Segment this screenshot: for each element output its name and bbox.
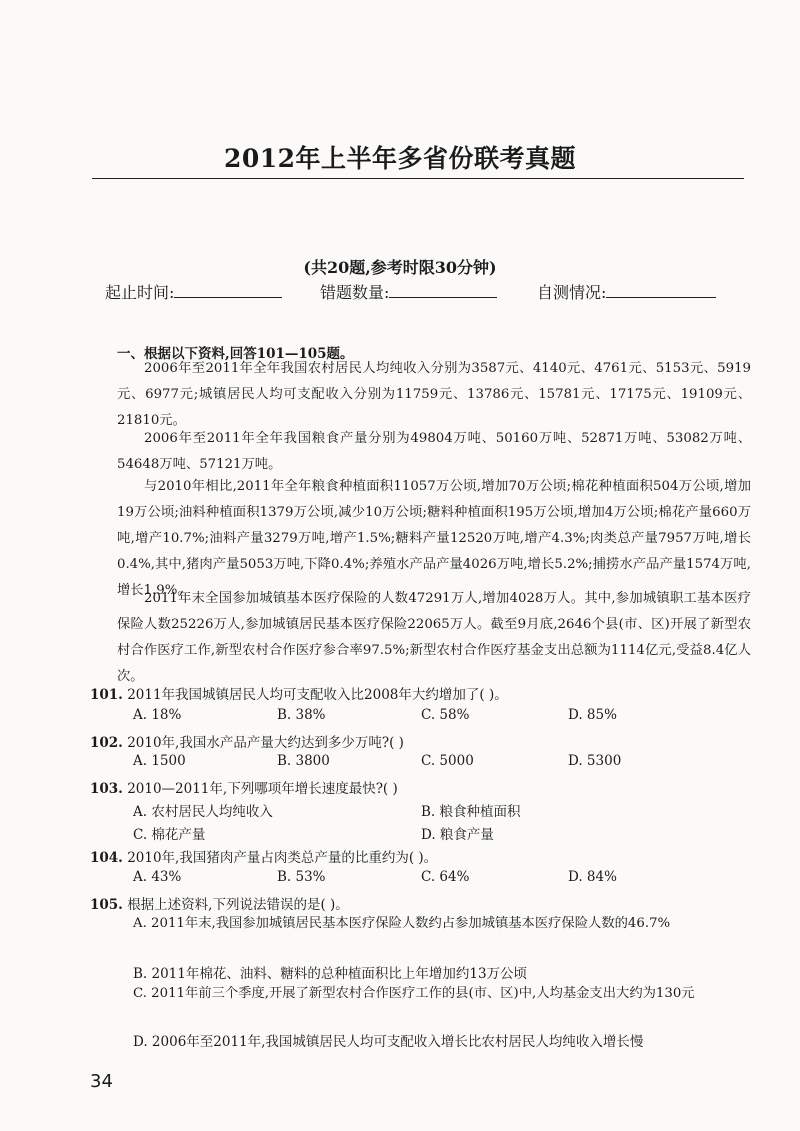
option-104-c[interactable]: C. 64% (421, 869, 470, 885)
option-101-c[interactable]: C. 58% (421, 707, 470, 723)
option-103-a[interactable]: A. 农村居民人均纯收入 (133, 804, 273, 820)
option-101-b[interactable]: B. 38% (277, 707, 326, 723)
option-104-b[interactable]: B. 53% (277, 869, 326, 885)
option-101-a[interactable]: A. 18% (133, 707, 182, 723)
errors-label: 错题数量: (320, 283, 390, 302)
option-105-b[interactable]: B. 2011年棉花、油料、糖料的总种植面积比上年增加约13万公顷 (133, 966, 528, 982)
option-104-a[interactable]: A. 43% (133, 869, 182, 885)
paragraph-grain: 2006年至2011年全年我国粮食产量分别为49804万吨、50160万吨、52871万吨、53082万吨、54648万吨、57121万吨。 (117, 431, 751, 472)
option-104-d[interactable]: D. 84% (568, 869, 617, 885)
question-number: 101. (90, 687, 123, 703)
title-rule (92, 178, 744, 179)
question-stem: 2010年,我国水产品产量大约达到多少万吨?( ) (127, 735, 404, 751)
option-101-d[interactable]: D. 85% (568, 707, 617, 723)
self-test-label: 自测情况: (537, 283, 607, 302)
start-time-label: 起止时间: (105, 283, 175, 302)
self-test-field[interactable] (537, 280, 716, 303)
option-103-d[interactable]: D. 粮食产量 (421, 827, 494, 843)
question-stem: 2010—2011年,下列哪项年增长速度最快?( ) (127, 781, 398, 797)
self-test-blank[interactable] (606, 283, 716, 298)
errors-blank[interactable] (389, 283, 497, 298)
option-102-d[interactable]: D. 5300 (568, 753, 622, 769)
option-103-b[interactable]: B. 粮食种植面积 (421, 804, 521, 820)
option-102-b[interactable]: B. 3800 (277, 753, 330, 769)
question-102 (90, 731, 404, 751)
option-105-c[interactable]: C. 2011年前三个季度,开展了新型农村合作医疗工作的县(市、区)中,人均基金支出大约为130元 (133, 986, 695, 1001)
question-number: 103. (90, 781, 123, 797)
question-number: 105. (90, 897, 123, 913)
start-time-field[interactable] (105, 280, 282, 303)
errors-field[interactable] (320, 280, 497, 303)
option-102-c[interactable]: C. 5000 (421, 753, 474, 769)
question-number: 104. (90, 850, 123, 866)
page-subtitle: (共20题,参考时限30分钟) (303, 258, 497, 277)
section-heading: 一、根据以下资料,回答101—105题。 (117, 346, 354, 362)
stats-row (105, 280, 745, 304)
option-102-a[interactable]: A. 1500 (133, 753, 186, 769)
option-105-a[interactable]: A. 2011年末,我国参加城镇居民基本医疗保险人数约占参加城镇基本医疗保险人数的46.7% (133, 916, 671, 931)
question-105 (90, 893, 349, 913)
option-105-d[interactable]: D. 2006年至2011年,我国城镇居民人均可支配收入增长比农村居民人均纯收入增长慢 (133, 1034, 644, 1050)
question-103 (90, 777, 398, 797)
start-time-blank[interactable] (174, 283, 282, 298)
question-101 (90, 683, 508, 703)
page-title: 2012年上半年多省份联考真题 (223, 144, 577, 173)
question-104 (90, 846, 437, 866)
question-stem: 根据上述资料,下列说法错误的是( )。 (127, 897, 349, 913)
question-stem: 2011年我国城镇居民人均可支配收入比2008年大约增加了( )。 (127, 687, 508, 703)
page-number: 34 (90, 1071, 113, 1092)
question-number: 102. (90, 735, 123, 751)
paragraph-medical: 2011年末全国参加城镇基本医疗保险的人数47291万人,增加4028万人。其中,参加城镇职工基本医疗保险人数25226万人,参加城镇居民基本医疗保险22065万人。截至9月底,2646个县(市、区)开展了新型农村合作医疗工作,新型农村合作医疗参合率97.5%;新型农村合作医疗基金支出总额为1114亿元,受益8.4亿人次。 (117, 591, 751, 684)
paragraph-income: 2006年至2011年全年我国农村居民人均纯收入分别为3587元、4140元、4761元、5153元、5919元、6977元;城镇居民人均可支配收入分别为11759元、13786元、15781元、17175元、19109元、21810元。 (117, 361, 751, 428)
option-103-c[interactable]: C. 棉花产量 (133, 827, 206, 843)
paragraph-crops: 与2010年相比,2011年全年粮食种植面积11057万公顷,增加70万公顷;棉花种植面积504万公顷,增加19万公顷;油料种植面积1379万公顷,减少10万公顷;糖料种植面积195万公顷,增加4万公顷;棉花产量660万吨,增产10.7%;油料产量3279万吨,增产1.5%;糖料产量12520万吨,增产4.3%;肉类总产量7957万吨,增长0.4%,其中,猪肉产量5053万吨,下降0.4%;养殖水产品产量4026万吨,增长5.2%;捕捞水产品产量1574万吨,增长1.9%。 (117, 479, 751, 598)
question-stem: 2010年,我国猪肉产量占肉类总产量的比重约为( )。 (127, 850, 438, 866)
